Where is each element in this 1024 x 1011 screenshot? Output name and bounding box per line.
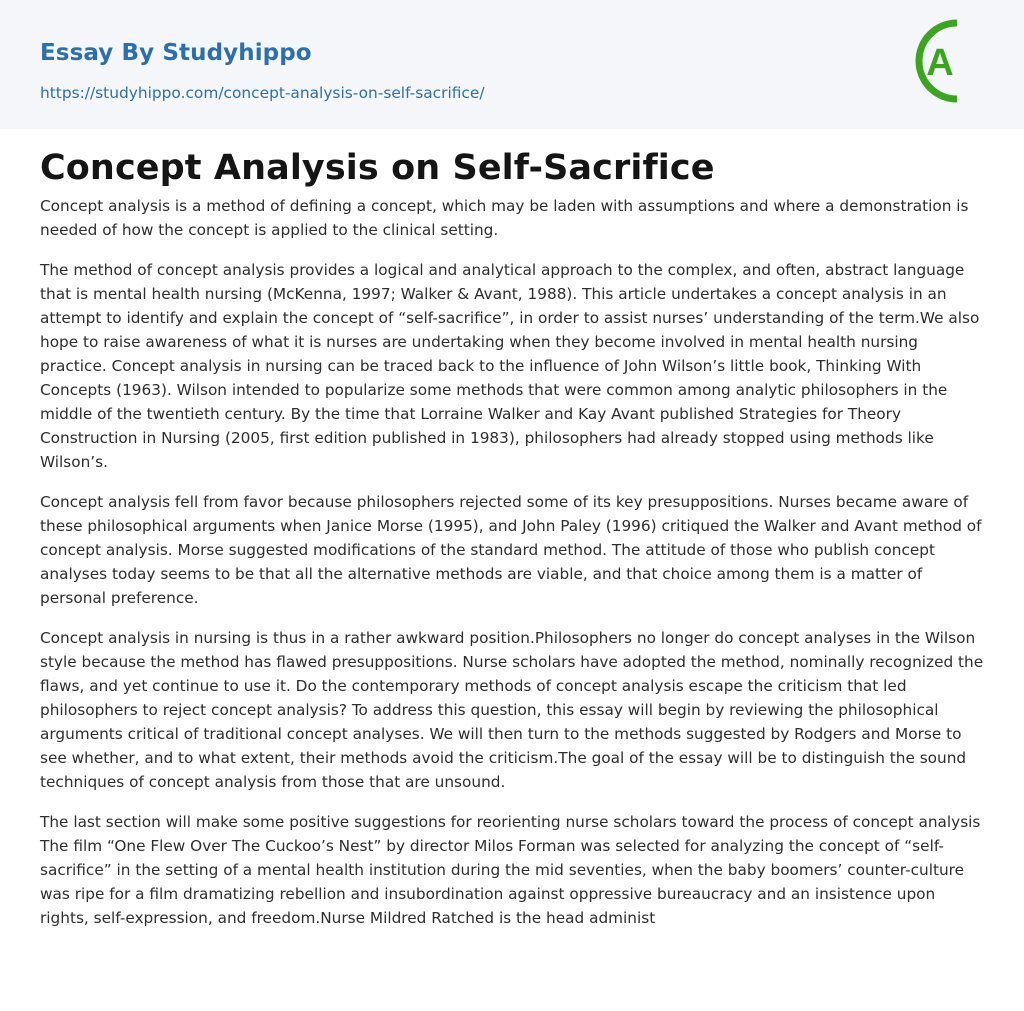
essay-paragraph-4: Concept analysis in nursing is thus in a rather awkward position.Philosophers no longer do concept analyses in the Wilson style because the method has flawed presuppositions. Nurse scholars have adopted the method, nominally recognized the flaws, and yet continue to use it. Do the contemporary methods of concept analysis escape the criticism that led philosophers to reject concept analysis? To address this question, this essay will begin by reviewing the philosophical arguments critical of traditional concept analyses. We will then turn to the methods suggested by Rodgers and Morse to see whether, and to what extent, their methods avoid the criticism.The goal of the essay will be to distinguish the sound techniques of concept analysis from those that are unsound. <box>40 629 984 791</box>
essay-paragraph-1: Concept analysis is a method of defining a concept, which may be laden with assumptions and where a demonstration is needed of how the concept is applied to the clinical setting. <box>40 197 969 239</box>
site-header <box>0 0 1024 129</box>
essay-paragraph-5: The last section will make some positive suggestions for reorienting nurse scholars toward the process of concept analysis The film “One Flew Over The Cuckoo’s Nest” by director Milos Forman was selected for analyzing the concept of “self-sacrifice” in the setting of a mental health institution during the mid seventies, when the baby boomers’ counter-culture was ripe for a film dramatizing rebellion and insubordination against oppressive bureaucracy and an insistence upon rights, self-expression, and freedom.Nurse Mildred Ratched is the head administ <box>40 813 981 927</box>
essay-paragraph-2: The method of concept analysis provides a logical and analytical approach to the complex, and often, abstract language that is mental health nursing (McKenna, 1997; Walker & Avant, 1988). This article undertakes a concept analysis in an attempt to identify and explain the concept of “self-sacrifice”, in order to assist nurses’ understanding of the term.We also hope to raise awareness of what it is nurses are undertaking when they become involved in mental health nursing practice. Concept analysis in nursing can be traced back to the influence of John Wilson’s little book, Thinking With Concepts (1963). Wilson intended to popularize some methods that were common among analytic philosophers in the middle of the twentieth century. By the time that Lorraine Walker and Kay Avant published Strategies for Theory Construction in Nursing (2005, first edition published in 1983), philosophers had already stopped using methods like Wilson’s. <box>40 261 980 471</box>
studyhippo-logo-icon[interactable] <box>910 18 988 106</box>
essay-url-link[interactable]: https://studyhippo.com/concept-analysis-on-self-sacrifice/ <box>40 84 485 102</box>
essay-content <box>40 144 988 946</box>
page-title: Concept Analysis on Self-Sacrifice <box>40 148 715 188</box>
logo-letter: A <box>926 42 954 84</box>
essay-paragraph-3: Concept analysis fell from favor because philosophers rejected some of its key presuppositions. Nurses became aware of these philosophical arguments when Janice Morse (1995), and John Paley (1996) critiqued the Walker and Avant method of concept analysis. Morse suggested modifications of the standard method. The attitude of those who publish concept analyses today seems to be that all the alternative methods are viable, and that choice among them is a matter of personal preference. <box>40 493 982 607</box>
site-title[interactable]: Essay By Studyhippo <box>40 40 312 66</box>
